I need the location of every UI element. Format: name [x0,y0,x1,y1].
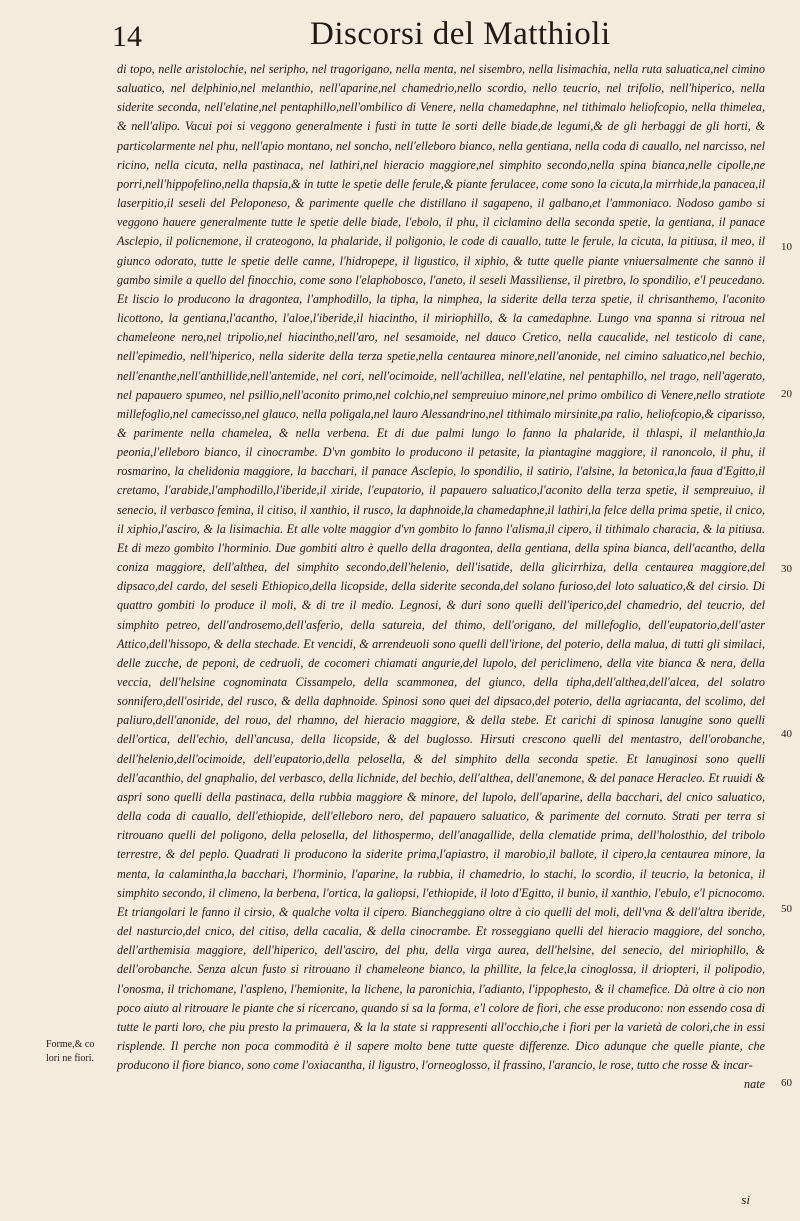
line-number-30: 30 [781,563,792,575]
paragraph-end: nate [744,1077,765,1092]
line-number-20: 20 [781,388,792,400]
line-number-60: 60 [781,1077,792,1089]
line-number-50: 50 [781,903,792,915]
line-number-40: 40 [781,728,792,740]
paragraph-text: di topo, nelle aristolochie, nel seripho, nel tragorigano, nella menta, nel sisembro, nella lisimachia, nella ruta saluatica,nel cimino saluatico, nel delphinio,nel melanthio, nell'aparine,nel chamedrio,nello scordio, nello teucrio, nel trifolio, nell'hiperico, nella siderite seconda, nell'elatine,nel pentaphillo,nell'ombilico di Venere, nella chamedaphne, nel tithimalo heliofcopio, nella thimelea, & nell'alipo. Vacui poi si veggono generalmente i fusti in tutte le sorti delle biade,de legumi,& de gli herbaggi de gli horti, & particolarmente nel phu, nell'apio montano, nel soncho, nell'elleboro bianco, nella gentiana, nella coda di cauallo, nel narcisso, nel ricino, nella cicuta, nella pastinaca, nel lathiri,nel hieracio maggiore,nel simphito secondo,nella spina bianca,nelle cipolle,ne porri,nell'hippofelino,nella thapsia,& in tutte le spetie delle ferule,& piante ferulacee, come sono la cicuta,la mirrhide,la panacea,il laserpitio,il seseli del Peloponeso, & parimente quelle che distillano il sagapeno, il galbano,et l'ammoniaco. Nodoso gambo si veggono hauere generalmente tutte le spetie delle biade, l'ebolo, il phu, il ciclamino della seconda spetie, la gentiana, il panace Asclepio, il policnemone, il crateogono, la phalaride, il poligonio, le code di cauallo, tutte le ferule, la cicuta, la pitiusa, il meo, il giunco odorato, tutte le spetie delle canne, l'hidropepe, il ligustico, il xiphio, & tutte quelle piante vniuersalmente che sanno il gambo simile a quello del finocchio, come sono l'elaphobosco, l'aneto, il seseli Massiliense, il piretbro, lo spondilio, e'l peucedano. Et liscio lo producono la dragontea, l'amphodillo, la tipha, la nimphea, la siderite della terza spetie, il chrisanthemo, l'aconito licottono, la gentiana,l'acantho, l'aloe,l'iberide,il hiacintho, il miriophillo, & la camedaphne. Lungo vna spanna si ritroua nel chameleone nero,nel tripolio,nel hiacintho,nell'aro, nel sesamoide, nel dauco Cretico, nella caucalide, nel testicolo di cane, nell'epimedio, nell'hiperico, nella siderite della terza spetie,nella centaurea minore,nell'anonide, nel cimino saluatico,nel bechio, nell'enanthe,nell'anthillide,nell'antemide, nel cori, nell'ocimoide, nell'achillea, nell'elatine, nel pentaphillo, nel trago, nell'agerato, nel papauero spumeo, nel psillio,nell'aconito primo,nel colchio,nel sempreuiuo minore,nel primo ombilico di Venere,nello stratiote millefoglio,nel camecisso,nel glauco, nella poligala,nel lauro Alessandrino,nel tithimalo mirsinite,pa ralio, heliofcopio,& ciparisso, & parimente nella chamelea, & nella verbena. Et di due palmi lungo lo fanno la phalaride, il thlaspi, il melanthio,la peonia,l'elleboro bianco, il cinocrambe. D'vn gombito lo producono il petasite, la piantagine maggiore, il ranoncolo, il phu, il rosmarino, la chelidonia maggiore, la bacchari, il panace Asclepio, lo spondilio, il satirio, l'alsine, la betonica,la faua d'Egitto,il cretamo, l'arabide,l'amphodillo,l'iberide,il xiride, l'eupatorio, il papauero saluatico,l'aconito della terza spetie, il sempreuiuo, il senecio, il verbasco femina, il citiso, il xanthio, il rusco, la daphnoide,la chamedaphne,il lathiri,la felce della prima spetie, il cnico, il xiphio,l'asciro, & la lisimachia. Et alle volte maggior d'vn gombito lo fanno l'alisma,il cipero, il tithimalo characia, & la pitiusa. Et di mezo gombito l'horminio. Due gombiti altro è quello della dragontea, della gentiana, della spina bianca, dell'acantho, della coniza maggiore, dell'althea, del simphito secondo,dell'helenio, dell'isatide, della glicirrhiza, della centaurea maggiore,del dipsaco,del cardo, del seseli Ethiopico,della licopside, della siderite seconda,del solano furioso,del loto saluatico,& del cirsio. Di quattro gombiti lo produce il moli, & di tre il medio. Legnosi, & duri sono quelli dell'iperico,del chamedrio, del teucrio, del simphito petreo, dell'androsemo,dell'asferio, della satureia, del thimo, dell'origano, del millefoglio, dell'eupatorio,dell'aster Attico,dell'hissopo, & della stechade. Et vencidi, & arrendeuoli sono quelli dell'irione, del poterio, della malua, di tutti gli similaci, delle zucche, de peponi, de cedruoli, de cocomeri chiamati angurie,del lupolo, del periclimeno, della vite bianca & nera, della veccia, dell'helsine cognominata Cissampelo, della scammonea, del giunco, della tipha,dell'althea,dell'alcea, del solatro sonnifero,dell'osiride, del rusco, & della daphnoide. Spinosi sono quei del dipsaco,del poterio, della agriacanta, del scolimo, del paliuro,dell'anonide, del rouo, del rhamno, del hieracio maggiore, & della stebe. Et carichi di spinosa lanugine sono quelli dell'ortica, dell'echio, dell'ancusa, della licopside, & del buglosso. Hirsuti crescono quelli del mentastro, dell'orobanche, dell'helenio,dell'ocimoide, dell'eupatorio,della pelosella, & del simphito della seconda spetie. Et lanuginosi sono quelli dell'acanthio, del gnaphalio, del verbasco, della lichnide, del bechio, dell'althea, dell'anemone, & del panace Heracleo. Et ruuidi & aspri sono quelli della pastinaca, della rubbia maggiore & minore, del lupolo, dell'aparine, della bacchari, del cnico saluatico, della coda di cauallo, dell'ethiopide, dell'elleboro nero, del papauero saluatico, & parimente del cornuto. Strati per terra si ritrouano quelli del poligono, della pelosella, del lithospermo, dell'anagallide, della clematide prima, dell'holosthio, del tribolo terrestre, & del peplo. Quadrati li producono la siderite prima,l'apiastro, il marobio,il ballote, il cipero,la centaurea minore, la menta, la calamintha,la bacchari, l'horminio, l'aparine, la rubbia, il chamedrio, lo stachi, lo scordio, il teucrio, la betonica, il simphito secondo, il climeno, la berbena, l'ortica, la galiopsi, l'ethiopide, il loto d'Egitto, il bunio, il xanthio, l'ebulo, e'l picnocomo. Et triangolari le fanno il cirsio, & qualche volta il cipero. Biancheggiano oltre à cio quelli del moli, dell'vna & dell'altra iberide, del nasturcio,del cnico, del citiso, della cacalia, & della cinocrambe. Et rosseggiano quelli del hieracio maggiore, del soncho, dell'arthemisia maggiore, dell'hiperico, dell'asciro, del phu, della virga aurea, dell'helsine, del senecio, del miriophillo, & dell'orobanche. Senza alcun fusto si ritrouano il chameleone bianco, la phillite, la felce,la cinoglossa, il driopteri, il polipodio, l'onosma, il trichomane, l'aspleno, l'hemionite, la lichene, la paronichia, l'adianto, l'ippophesto, & il chamefice. Dà oltre à cio non poco aiuto al ritrouare le piante che si ricercano, quando si sa la forma, e'l colore de fiori, che esse producono: non essendo cosa di tutte le parti loro, che piu presto la primauera, & la la state si rappresenti all'occhio,che i fiori per la varietà de colori,che in essi risplende. Il perche non poca commodità è il sapere molto bene tutte queste differenze. Dico adunque che quelle piante, che producono il fiore bianco, sono come l'oxiacantha, il ligustro, l'orneoglosso, il frassino, l'arancio, le rose, tutto che rosse & incar- [117,62,765,1073]
margin-note-line-1: Forme,& co [46,1039,95,1050]
running-title: Discorsi del Matthioli [310,16,611,52]
line-number-10: 10 [781,241,792,253]
body-text [117,60,765,1094]
margin-note [46,1038,94,1066]
catchword: si [741,1192,750,1207]
page-header [112,14,672,56]
main-paragraph [117,60,765,1094]
margin-note-line-2: lori ne fiori. [46,1053,95,1064]
page-number: 14 [112,20,142,53]
